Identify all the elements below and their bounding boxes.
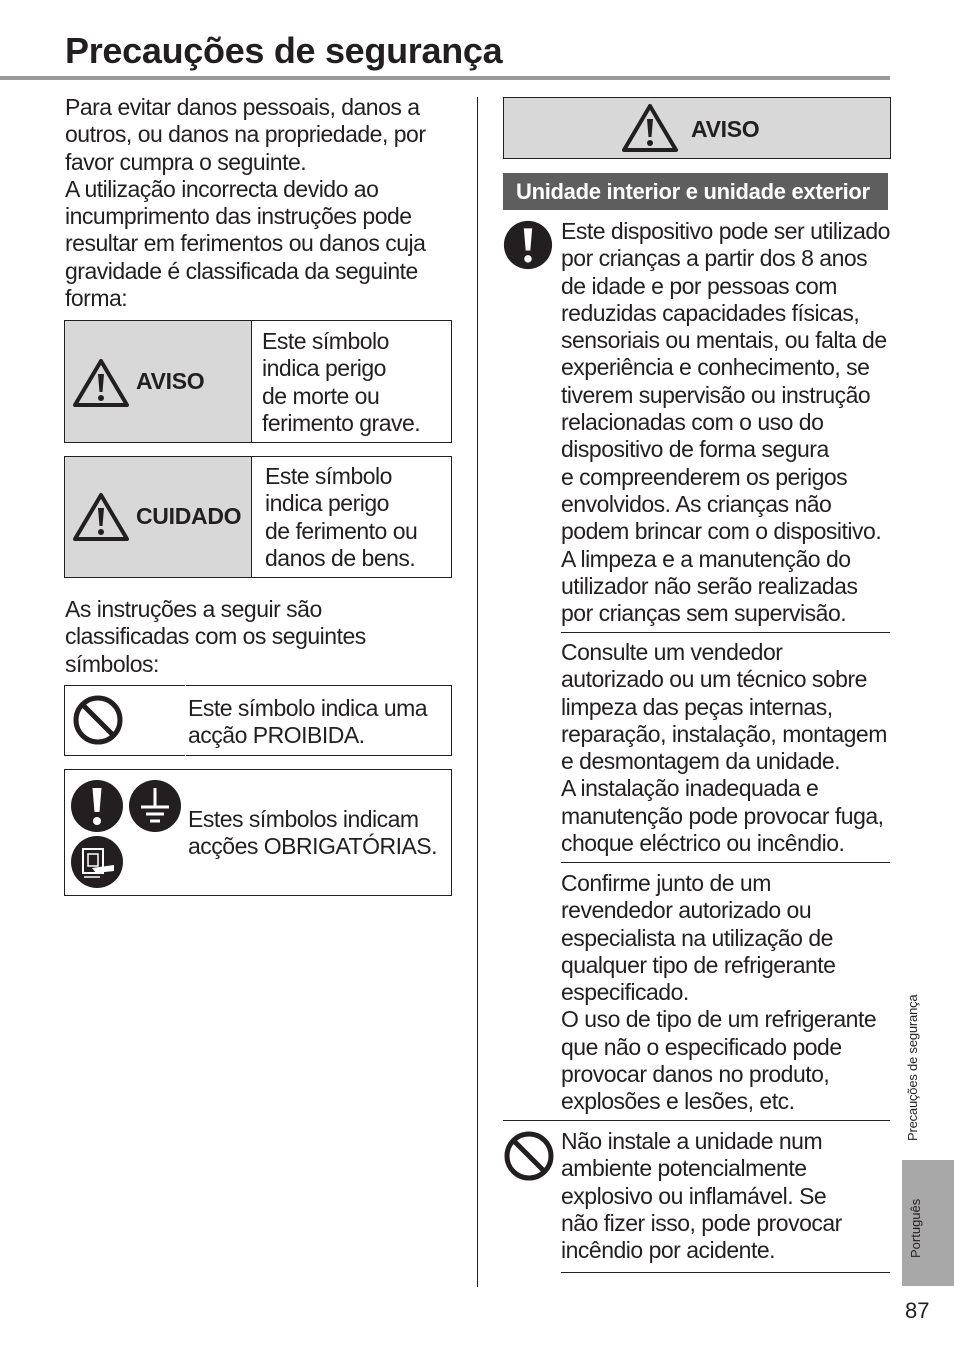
text-line: resultar em ferimentos ou danos cuja (65, 230, 426, 257)
page-title: Precauções de segurança (65, 30, 503, 71)
title-rule (0, 76, 890, 80)
warning-block-1 (561, 218, 890, 627)
text-line: podem brincar com o dispositivo. (561, 518, 882, 545)
text-line: símbolos: (65, 650, 159, 677)
separator (561, 1272, 890, 1273)
text-line: incumprimento das instruções pode (65, 203, 412, 230)
text-line: explosões e lesões, etc. (561, 1088, 795, 1115)
language-tab-label: Português (908, 1198, 923, 1258)
text-line: favor cumpra o seguinte. (65, 148, 307, 175)
text-line: ambiente potencialmente (561, 1155, 807, 1182)
text-line: indica perigo (265, 490, 389, 517)
text-line: e desmontagem da unidade. (561, 748, 841, 775)
mandatory-description (188, 806, 437, 861)
text-line: revendedor autorizado ou (561, 897, 812, 924)
text-line: qualquer tipo de refrigerante (561, 951, 836, 978)
mandatory-exclamation-icon (70, 779, 124, 833)
text-line: por crianças sem supervisão. (561, 600, 847, 627)
divider (251, 320, 252, 443)
spacer (185, 685, 186, 756)
aviso-label: AVISO (136, 368, 205, 394)
ground-icon (128, 779, 182, 833)
text-line: Consulte um vendedor (561, 639, 783, 665)
text-line: limpeza das peças internas, (561, 693, 833, 720)
prohibited-icon (72, 694, 124, 746)
text-line: danos de bens. (265, 544, 416, 571)
text-line: não fizer isso, pode provocar (561, 1209, 842, 1236)
text-line: de ferimento ou (265, 517, 418, 544)
text-line: classificadas com os seguintes (65, 623, 366, 650)
text-line: utilizador não serão realizadas (561, 572, 858, 599)
text-line: explosivo ou inflamável. Se (561, 1182, 827, 1209)
warning-block-2 (561, 639, 887, 857)
text-line: Confirme junto de um (561, 870, 771, 896)
text-line: ferimento grave. (262, 409, 421, 436)
text-line: provocar danos no produto, (561, 1061, 830, 1088)
text-line: acção PROIBIDA. (188, 722, 365, 749)
text-line: Este símbolo indica uma (188, 695, 428, 721)
text-line: A limpeza e a manutenção do (561, 545, 851, 572)
intro-text (65, 94, 426, 312)
text-line: Não instale a unidade num (561, 1128, 823, 1154)
aviso-description (262, 328, 420, 437)
prohibited-description (188, 695, 427, 750)
text-line: O uso de tipo de um refrigerante (561, 1006, 877, 1033)
symbols-intro (65, 596, 366, 678)
divider (251, 456, 252, 578)
cuidado-label: CUIDADO (136, 503, 242, 529)
warning-block-4 (561, 1128, 842, 1264)
text-line: e compreenderem os perigos (561, 463, 848, 490)
text-line: acções OBRIGATÓRIAS. (188, 833, 438, 860)
text-line: Este símbolo (262, 328, 389, 354)
text-line: que não o especificado pode (561, 1033, 842, 1060)
separator (503, 1120, 890, 1121)
section-title: Unidade interior e unidade exterior (503, 173, 888, 210)
text-line: A instalação inadequada e (561, 775, 819, 802)
warning-triangle-icon (72, 358, 130, 408)
text-line: especialista na utilização de (561, 924, 833, 951)
page-number: 87 (905, 1298, 930, 1323)
text-line: experiência e conhecimento, se (561, 354, 870, 381)
text-line: Estes símbolos indicam (188, 806, 419, 832)
text-line: choque eléctrico ou incêndio. (561, 830, 845, 857)
warning-triangle-icon (621, 103, 679, 153)
separator (561, 632, 890, 633)
text-line: envolvidos. As crianças não (561, 490, 832, 517)
side-section-label: Precauções de segurança (905, 994, 920, 1141)
prohibited-icon (503, 1130, 555, 1182)
separator (561, 862, 890, 863)
text-line: forma: (65, 285, 128, 312)
text-line: autorizado ou um técnico sobre (561, 666, 867, 693)
unplug-icon (70, 835, 124, 889)
warning-block-3 (561, 870, 876, 1116)
cuidado-description (265, 463, 417, 572)
text-line: indica perigo (262, 355, 386, 382)
text-line: Este dispositivo pode ser utilizado (561, 218, 890, 244)
warning-header-label: AVISO (691, 116, 760, 142)
text-line: reparação, instalação, montagem (561, 720, 887, 747)
text-line: Para evitar danos pessoais, danos a (65, 94, 420, 120)
text-line: relacionadas com o uso do (561, 409, 824, 436)
text-line: especificado. (561, 979, 689, 1006)
text-line: por crianças a partir dos 8 anos (561, 245, 868, 272)
text-line: de morte ou (262, 382, 380, 409)
text-line: A utilização incorrecta devido ao (65, 175, 379, 202)
text-line: sensoriais ou mentais, ou falta de (561, 327, 887, 354)
column-divider (477, 97, 478, 1287)
text-line: dispositivo de forma segura (561, 436, 829, 463)
mandatory-exclamation-icon (503, 220, 553, 270)
text-line: de idade e por pessoas com (561, 272, 837, 299)
text-line: As instruções a seguir são (65, 596, 322, 622)
text-line: Este símbolo (265, 463, 392, 489)
text-line: tiverem supervisão ou instrução (561, 381, 871, 408)
text-line: reduzidas capacidades físicas, (561, 299, 860, 326)
text-line: outros, ou danos na propriedade, por (65, 121, 426, 148)
text-line: incêndio por acidente. (561, 1237, 776, 1264)
text-line: gravidade é classificada da seguinte (65, 257, 418, 284)
warning-triangle-icon (72, 492, 130, 542)
text-line: manutenção pode provocar fuga, (561, 802, 884, 829)
